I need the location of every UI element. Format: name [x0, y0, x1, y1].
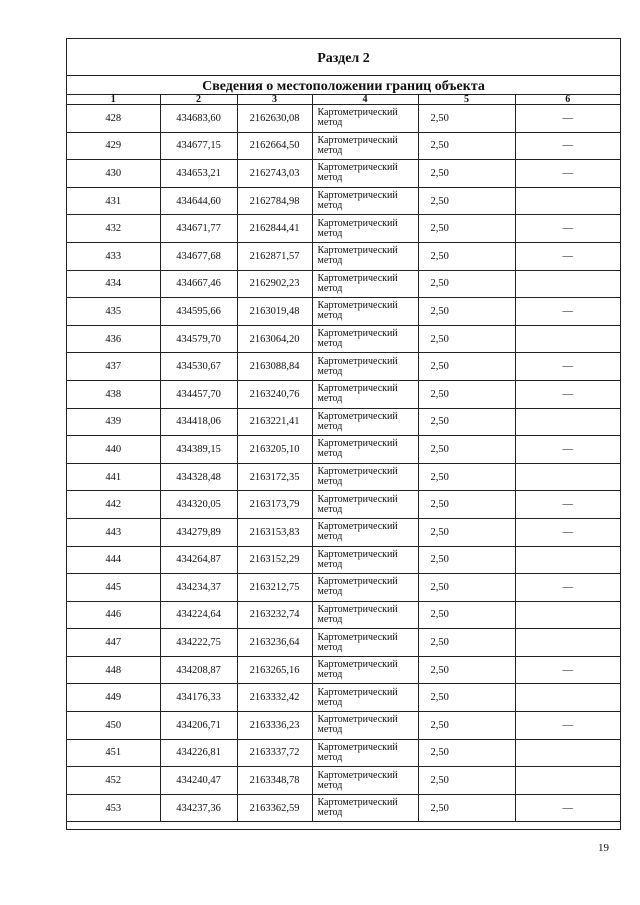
- y-coordinate-cell: 2163337,72: [237, 739, 312, 767]
- point-number-cell: 434: [67, 270, 160, 298]
- x-coordinate-cell: 434595,66: [160, 298, 237, 326]
- note-cell: —: [515, 353, 620, 381]
- note-cell: [515, 684, 620, 712]
- note-cell: [515, 739, 620, 767]
- x-coordinate-cell: 434530,67: [160, 353, 237, 381]
- y-coordinate-cell: 2163265,16: [237, 656, 312, 684]
- page-number: 19: [598, 842, 609, 854]
- table-row: [67, 767, 620, 795]
- table-row: [67, 436, 620, 464]
- y-coordinate-cell: 2163153,83: [237, 518, 312, 546]
- point-number-cell: 441: [67, 463, 160, 491]
- note-cell: [515, 270, 620, 298]
- x-coordinate-cell: 434226,81: [160, 739, 237, 767]
- table-row: [67, 491, 620, 519]
- x-coordinate-cell: 434240,47: [160, 767, 237, 795]
- method-cell: Картометрический метод: [312, 270, 418, 298]
- accuracy-cell: 2,50: [418, 767, 515, 795]
- table-row: [67, 298, 620, 326]
- table-row: [67, 160, 620, 188]
- accuracy-cell: 2,50: [418, 546, 515, 574]
- x-coordinate-cell: 434176,33: [160, 684, 237, 712]
- x-coordinate-cell: 434224,64: [160, 601, 237, 629]
- y-coordinate-cell: 2163064,20: [237, 325, 312, 353]
- x-coordinate-cell: 434208,87: [160, 656, 237, 684]
- y-coordinate-cell: 2163221,41: [237, 408, 312, 436]
- point-number-cell: 437: [67, 353, 160, 381]
- note-cell: —: [515, 518, 620, 546]
- accuracy-cell: 2,50: [418, 629, 515, 657]
- x-coordinate-cell: 434418,06: [160, 408, 237, 436]
- column-header: 5: [418, 95, 515, 105]
- table-row: [67, 794, 620, 822]
- document-frame: [66, 38, 621, 830]
- accuracy-cell: 2,50: [418, 215, 515, 243]
- method-cell: Картометрический метод: [312, 767, 418, 795]
- y-coordinate-cell: 2163332,42: [237, 684, 312, 712]
- boundary-coordinates-table: [67, 95, 620, 822]
- y-coordinate-cell: 2163205,10: [237, 436, 312, 464]
- table-row: [67, 215, 620, 243]
- table-row: [67, 546, 620, 574]
- method-cell: Картометрический метод: [312, 491, 418, 519]
- note-cell: —: [515, 242, 620, 270]
- y-coordinate-cell: 2163212,75: [237, 574, 312, 602]
- method-cell: Картометрический метод: [312, 794, 418, 822]
- note-cell: —: [515, 436, 620, 464]
- note-cell: [515, 629, 620, 657]
- method-cell: Картометрический метод: [312, 629, 418, 657]
- note-cell: —: [515, 105, 620, 133]
- point-number-cell: 430: [67, 160, 160, 188]
- method-cell: Картометрический метод: [312, 298, 418, 326]
- y-coordinate-cell: 2163362,59: [237, 794, 312, 822]
- table-row: [67, 380, 620, 408]
- method-cell: Картометрический метод: [312, 712, 418, 740]
- accuracy-cell: 2,50: [418, 436, 515, 464]
- method-cell: Картометрический метод: [312, 132, 418, 160]
- accuracy-cell: 2,50: [418, 242, 515, 270]
- x-coordinate-cell: 434644,60: [160, 187, 237, 215]
- y-coordinate-cell: 2162844,41: [237, 215, 312, 243]
- method-cell: Картометрический метод: [312, 160, 418, 188]
- method-cell: Картометрический метод: [312, 518, 418, 546]
- accuracy-cell: 2,50: [418, 491, 515, 519]
- table-row: [67, 242, 620, 270]
- accuracy-cell: 2,50: [418, 132, 515, 160]
- method-cell: Картометрический метод: [312, 187, 418, 215]
- y-coordinate-cell: 2163152,29: [237, 546, 312, 574]
- accuracy-cell: 2,50: [418, 380, 515, 408]
- method-cell: Картометрический метод: [312, 574, 418, 602]
- accuracy-cell: 2,50: [418, 270, 515, 298]
- x-coordinate-cell: 434457,70: [160, 380, 237, 408]
- table-row: [67, 463, 620, 491]
- method-cell: Картометрический метод: [312, 656, 418, 684]
- point-number-cell: 452: [67, 767, 160, 795]
- note-cell: [515, 187, 620, 215]
- x-coordinate-cell: 434683,60: [160, 105, 237, 133]
- y-coordinate-cell: 2162784,98: [237, 187, 312, 215]
- section-title: Раздел 2: [67, 39, 620, 76]
- table-row: [67, 684, 620, 712]
- method-cell: Картометрический метод: [312, 242, 418, 270]
- accuracy-cell: 2,50: [418, 739, 515, 767]
- y-coordinate-cell: 2163019,48: [237, 298, 312, 326]
- table-row: [67, 353, 620, 381]
- column-header: 6: [515, 95, 620, 105]
- method-cell: Картометрический метод: [312, 408, 418, 436]
- x-coordinate-cell: 434237,36: [160, 794, 237, 822]
- point-number-cell: 448: [67, 656, 160, 684]
- note-cell: —: [515, 656, 620, 684]
- point-number-cell: 451: [67, 739, 160, 767]
- method-cell: Картометрический метод: [312, 684, 418, 712]
- y-coordinate-cell: 2163232,74: [237, 601, 312, 629]
- table-row: [67, 132, 620, 160]
- y-coordinate-cell: 2163336,23: [237, 712, 312, 740]
- point-number-cell: 446: [67, 601, 160, 629]
- point-number-cell: 453: [67, 794, 160, 822]
- accuracy-cell: 2,50: [418, 684, 515, 712]
- method-cell: Картометрический метод: [312, 463, 418, 491]
- point-number-cell: 429: [67, 132, 160, 160]
- x-coordinate-cell: 434389,15: [160, 436, 237, 464]
- accuracy-cell: 2,50: [418, 463, 515, 491]
- accuracy-cell: 2,50: [418, 794, 515, 822]
- point-number-cell: 433: [67, 242, 160, 270]
- method-cell: Картометрический метод: [312, 380, 418, 408]
- method-cell: Картометрический метод: [312, 325, 418, 353]
- note-cell: —: [515, 160, 620, 188]
- x-coordinate-cell: 434653,21: [160, 160, 237, 188]
- y-coordinate-cell: 2163172,35: [237, 463, 312, 491]
- y-coordinate-cell: 2163348,78: [237, 767, 312, 795]
- x-coordinate-cell: 434222,75: [160, 629, 237, 657]
- point-number-cell: 435: [67, 298, 160, 326]
- point-number-cell: 428: [67, 105, 160, 133]
- table-row: [67, 105, 620, 133]
- note-cell: —: [515, 794, 620, 822]
- point-number-cell: 447: [67, 629, 160, 657]
- accuracy-cell: 2,50: [418, 712, 515, 740]
- method-cell: Картометрический метод: [312, 105, 418, 133]
- method-cell: Картометрический метод: [312, 436, 418, 464]
- x-coordinate-cell: 434328,48: [160, 463, 237, 491]
- column-header: 3: [237, 95, 312, 105]
- method-cell: Картометрический метод: [312, 739, 418, 767]
- note-cell: [515, 601, 620, 629]
- note-cell: —: [515, 298, 620, 326]
- method-cell: Картометрический метод: [312, 601, 418, 629]
- note-cell: [515, 325, 620, 353]
- y-coordinate-cell: 2163088,84: [237, 353, 312, 381]
- x-coordinate-cell: 434279,89: [160, 518, 237, 546]
- accuracy-cell: 2,50: [418, 298, 515, 326]
- accuracy-cell: 2,50: [418, 601, 515, 629]
- note-cell: —: [515, 132, 620, 160]
- y-coordinate-cell: 2163173,79: [237, 491, 312, 519]
- point-number-cell: 432: [67, 215, 160, 243]
- point-number-cell: 450: [67, 712, 160, 740]
- accuracy-cell: 2,50: [418, 160, 515, 188]
- y-coordinate-cell: 2162871,57: [237, 242, 312, 270]
- note-cell: —: [515, 491, 620, 519]
- method-cell: Картометрический метод: [312, 215, 418, 243]
- note-cell: —: [515, 215, 620, 243]
- note-cell: —: [515, 380, 620, 408]
- y-coordinate-cell: 2162664,50: [237, 132, 312, 160]
- y-coordinate-cell: 2162743,03: [237, 160, 312, 188]
- point-number-cell: 442: [67, 491, 160, 519]
- point-number-cell: 431: [67, 187, 160, 215]
- note-cell: [515, 408, 620, 436]
- note-cell: [515, 767, 620, 795]
- column-header: 2: [160, 95, 237, 105]
- table-row: [67, 187, 620, 215]
- accuracy-cell: 2,50: [418, 353, 515, 381]
- table-row: [67, 712, 620, 740]
- accuracy-cell: 2,50: [418, 574, 515, 602]
- point-number-cell: 443: [67, 518, 160, 546]
- point-number-cell: 449: [67, 684, 160, 712]
- note-cell: —: [515, 574, 620, 602]
- accuracy-cell: 2,50: [418, 105, 515, 133]
- point-number-cell: 440: [67, 436, 160, 464]
- accuracy-cell: 2,50: [418, 518, 515, 546]
- table-row: [67, 656, 620, 684]
- y-coordinate-cell: 2162630,08: [237, 105, 312, 133]
- section-subtitle: Сведения о местоположении границ объекта: [67, 76, 620, 95]
- y-coordinate-cell: 2163236,64: [237, 629, 312, 657]
- accuracy-cell: 2,50: [418, 656, 515, 684]
- note-cell: [515, 546, 620, 574]
- table-row: [67, 270, 620, 298]
- table-row: [67, 408, 620, 436]
- column-header: 1: [67, 95, 160, 105]
- column-number-row: [67, 95, 620, 105]
- point-number-cell: 444: [67, 546, 160, 574]
- method-cell: Картометрический метод: [312, 546, 418, 574]
- point-number-cell: 438: [67, 380, 160, 408]
- point-number-cell: 436: [67, 325, 160, 353]
- accuracy-cell: 2,50: [418, 325, 515, 353]
- note-cell: [515, 463, 620, 491]
- x-coordinate-cell: 434671,77: [160, 215, 237, 243]
- table-row: [67, 518, 620, 546]
- table-row: [67, 629, 620, 657]
- point-number-cell: 439: [67, 408, 160, 436]
- method-cell: Картометрический метод: [312, 353, 418, 381]
- point-number-cell: 445: [67, 574, 160, 602]
- x-coordinate-cell: 434234,37: [160, 574, 237, 602]
- x-coordinate-cell: 434579,70: [160, 325, 237, 353]
- table-row: [67, 739, 620, 767]
- x-coordinate-cell: 434667,46: [160, 270, 237, 298]
- y-coordinate-cell: 2163240,76: [237, 380, 312, 408]
- accuracy-cell: 2,50: [418, 187, 515, 215]
- table-row: [67, 601, 620, 629]
- x-coordinate-cell: 434677,15: [160, 132, 237, 160]
- x-coordinate-cell: 434264,87: [160, 546, 237, 574]
- y-coordinate-cell: 2162902,23: [237, 270, 312, 298]
- x-coordinate-cell: 434320,05: [160, 491, 237, 519]
- table-row: [67, 574, 620, 602]
- note-cell: —: [515, 712, 620, 740]
- accuracy-cell: 2,50: [418, 408, 515, 436]
- column-header: 4: [312, 95, 418, 105]
- x-coordinate-cell: 434206,71: [160, 712, 237, 740]
- x-coordinate-cell: 434677,68: [160, 242, 237, 270]
- table-row: [67, 325, 620, 353]
